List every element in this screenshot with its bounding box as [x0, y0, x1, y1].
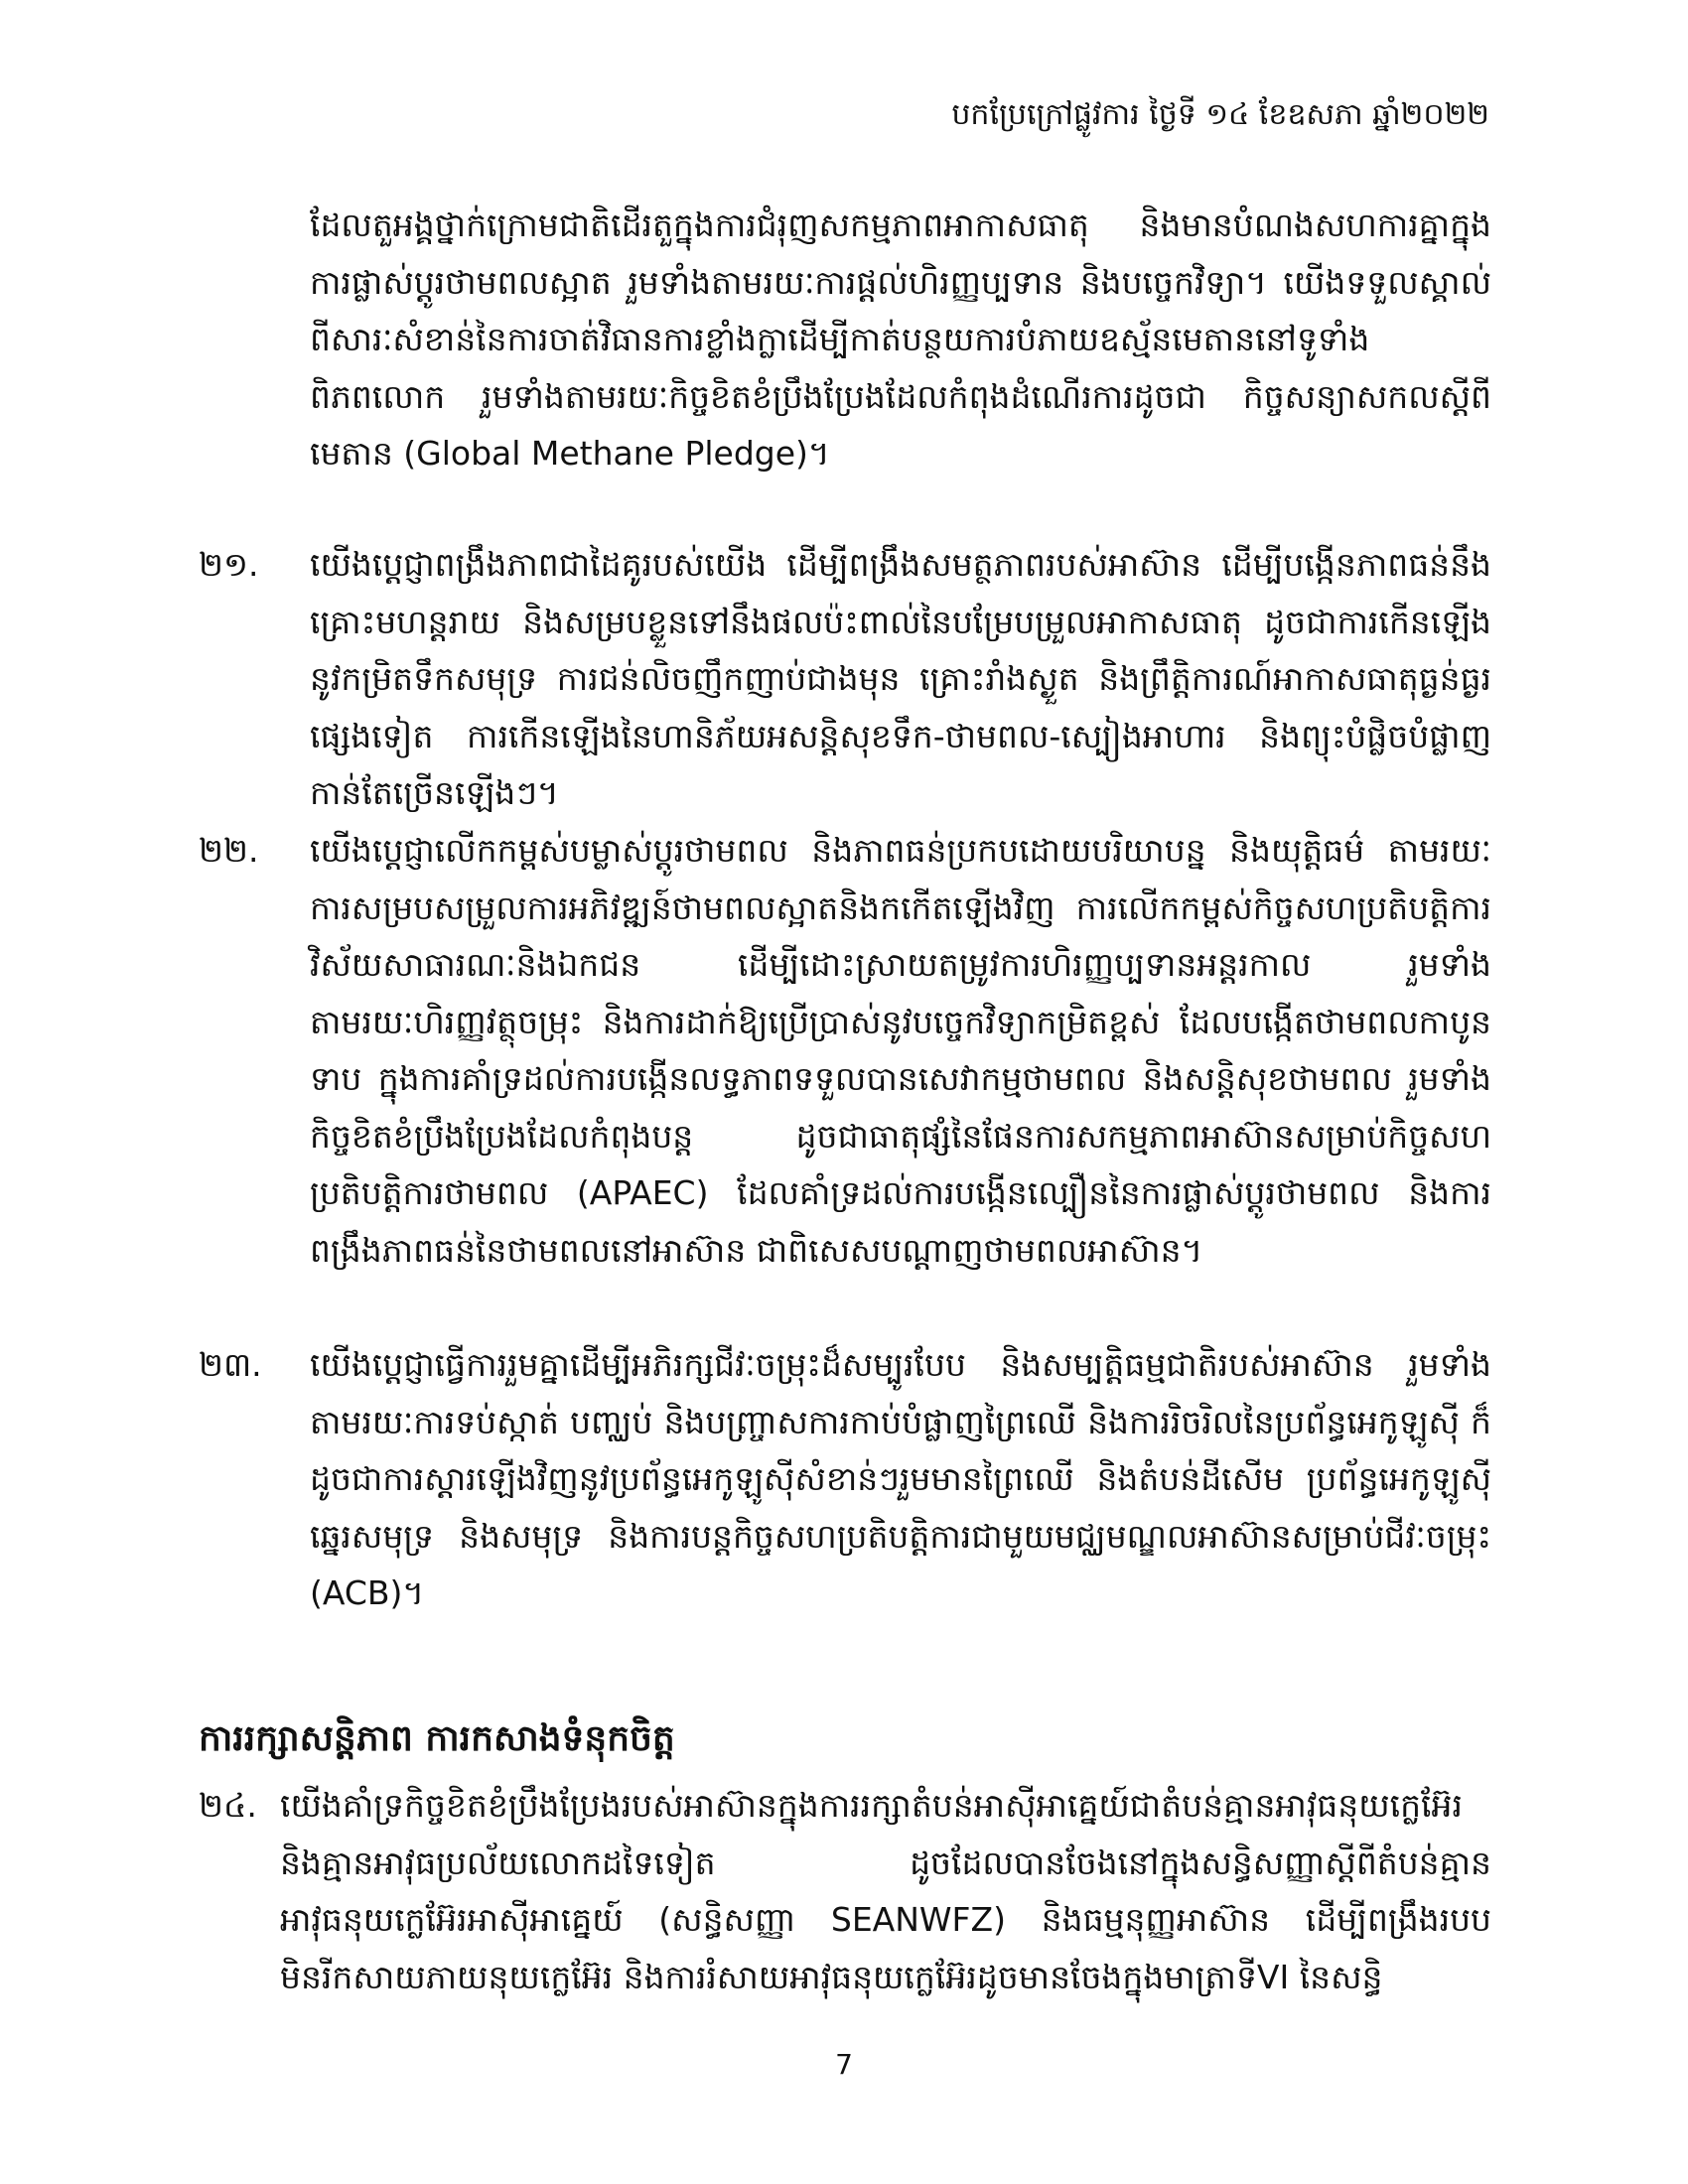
paragraph-number: ២១.	[199, 545, 259, 584]
paragraph-20-continuation: ដែលតួអង្គថ្នាក់ក្រោមជាតិដើរតួក្នុងការជំរុញសកម្មភាពអាកាសធាតុ និងមានបំណងសហការគ្នាក្នុងការផ្លាស់ប្តូរថាមពលស្អាត រួមទាំងតាមរយៈការផ្តល់ហិរញ្ញប្បទាន និងបច្ចេកវិទ្យា។ យើងទទួលស្គាល់ពីសារៈសំខាន់នៃការចាត់វិធានការខ្លាំងក្លាដើម្បីកាត់បន្ថយការបំភាយឧស្ម័នមេតាននៅទូទាំងពិភពលោក រួមទាំងតាមរយៈកិច្ចខិតខំប្រឹងប្រែងដែលកំពុងដំណើរការដូចជា កិច្ចសន្យាសកលស្តីពីមេតាន (Global Methane Pledge)។	[310, 205, 1491, 473]
page-number: 7	[835, 2048, 853, 2081]
paragraph-number: ២២.	[199, 831, 259, 870]
page-header: បកប្រែក្រៅផ្លូវការ ថ្ងៃទី ១៤ ខែឧសភា ឆ្នាំ២០២២	[951, 97, 1489, 132]
paragraph-text: យើងប្តេជ្ញាពង្រឹងភាពជាដៃគូរបស់យើង ដើម្បីពង្រឹងសមត្ថភាពរបស់អាស៊ាន ដើម្បីបង្កើនភាពធន់នឹងគ្រោះមហន្តរាយ និងសម្របខ្លួនទៅនឹងផលប៉ះពាល់នៃបម្រែបម្រួលអាកាសធាតុ ដូចជាការកើនឡើងនូវកម្រិតទឹកសមុទ្រ ការជន់លិចញឹកញាប់ជាងមុន គ្រោះរាំងស្ងួត និងព្រឹត្តិការណ៍អាកាសធាតុធ្ងន់ធ្ងរផ្សេងទៀត ការកើនឡើងនៃហានិភ័យអសន្តិសុខទឹក-ថាមពល-ស្បៀងអាហារ និងព្យុះបំផ្លិចបំផ្លាញកាន់តែច្រើនឡើងៗ។	[310, 545, 1491, 812]
paragraph-text: យើងប្តេជ្ញាធ្វើការរួមគ្នាដើម្បីអភិរក្សជីវៈចម្រុះដ៏សម្បូរបែប និងសម្បត្តិធម្មជាតិរបស់អាស៊ាន រួមទាំងតាមរយៈការទប់ស្កាត់ បញ្ឈប់ និងបញ្ច្រាសការកាប់បំផ្លាញព្រៃឈើ និងការរិចរិលនៃប្រព័ន្ធអេកូឡូស៊ី ក៏ដូចជាការស្តារឡើងវិញនូវប្រព័ន្ធអេកូឡូស៊ីសំខាន់ៗរួមមានព្រៃឈើ និងតំបន់ដីសើម ប្រព័ន្ធអេកូឡូស៊ីឆ្នេរសមុទ្រ និងសមុទ្រ និងការបន្តកិច្ចសហប្រតិបត្តិការជាមួយមជ្ឈមណ្ឌលអាស៊ានសម្រាប់ជីវៈចម្រុះ (ACB)។	[310, 1345, 1491, 1612]
paragraph-text: យើងប្តេជ្ញាលើកកម្ពស់បម្លាស់ប្តូរថាមពល និងភាពធន់ប្រកបដោយបរិយាបន្ន និងយុត្តិធម៌ តាមរយៈការសម្របសម្រួលការអភិវឌ្ឍន៍ថាមពលស្អាតនិងកកើតឡើងវិញ ការលើកកម្ពស់កិច្ចសហប្រតិបត្តិការវិស័យសាធារណៈនិងឯកជន ដើម្បីដោះស្រាយតម្រូវការហិរញ្ញប្បទានអន្តរកាល រួមទាំងតាមរយៈហិរញ្ញវត្ថុចម្រុះ និងការដាក់ឱ្យប្រើប្រាស់នូវបច្ចេកវិទ្យាកម្រិតខ្ពស់ ដែលបង្កើតថាមពលកាបូនទាប ក្នុងការគាំទ្រដល់ការបង្កើនលទ្ធភាពទទួលបានសេវាកម្មថាមពល និងសន្តិសុខថាមពល រួមទាំងកិច្ចខិតខំប្រឹងប្រែងដែលកំពុងបន្ត ដូចជាធាតុផ្សំនៃផែនការសកម្មភាពអាស៊ានសម្រាប់កិច្ចសហប្រតិបត្តិការថាមពល (APAEC) ដែលគាំទ្រដល់ការបង្កើនល្បឿននៃការផ្លាស់ប្តូរថាមពល និងការពង្រឹងភាពធន់នៃថាមពលនៅអាស៊ាន ជាពិសេសបណ្តាញថាមពលអាស៊ាន។	[310, 831, 1491, 1270]
paragraph-number: ២៤.	[199, 1786, 257, 1825]
section-heading: ការរក្សាសន្តិភាព ការកសាងទំនុកចិត្ត	[199, 1718, 675, 1759]
paragraph-text: យើងគាំទ្រកិច្ចខិតខំប្រឹងប្រែងរបស់អាស៊ានក្នុងការរក្សាតំបន់អាស៊ីអាគ្នេយ៍ជាតំបន់គ្មានអាវុធនុយក្លេអ៊ែរ និងគ្មានអាវុធប្រល័យលោកដទៃទៀត ដូចដែលបានចែងនៅក្នុងសន្ធិសញ្ញាស្តីពីតំបន់គ្មានអាវុធនុយក្លេអ៊ែរអាស៊ីអាគ្នេយ៍ (សន្ធិសញ្ញា SEANWFZ) និងធម្មនុញ្ញអាស៊ាន ដើម្បីពង្រឹងរបបមិនរីកសាយភាយនុយក្លេអ៊ែរ និងការរំសាយអាវុធនុយក្លេអ៊ែរដូចមានចែងក្នុងមាត្រាទីVI នៃសន្ធិ	[280, 1786, 1491, 1996]
paragraph-number: ២៣.	[199, 1345, 262, 1384]
